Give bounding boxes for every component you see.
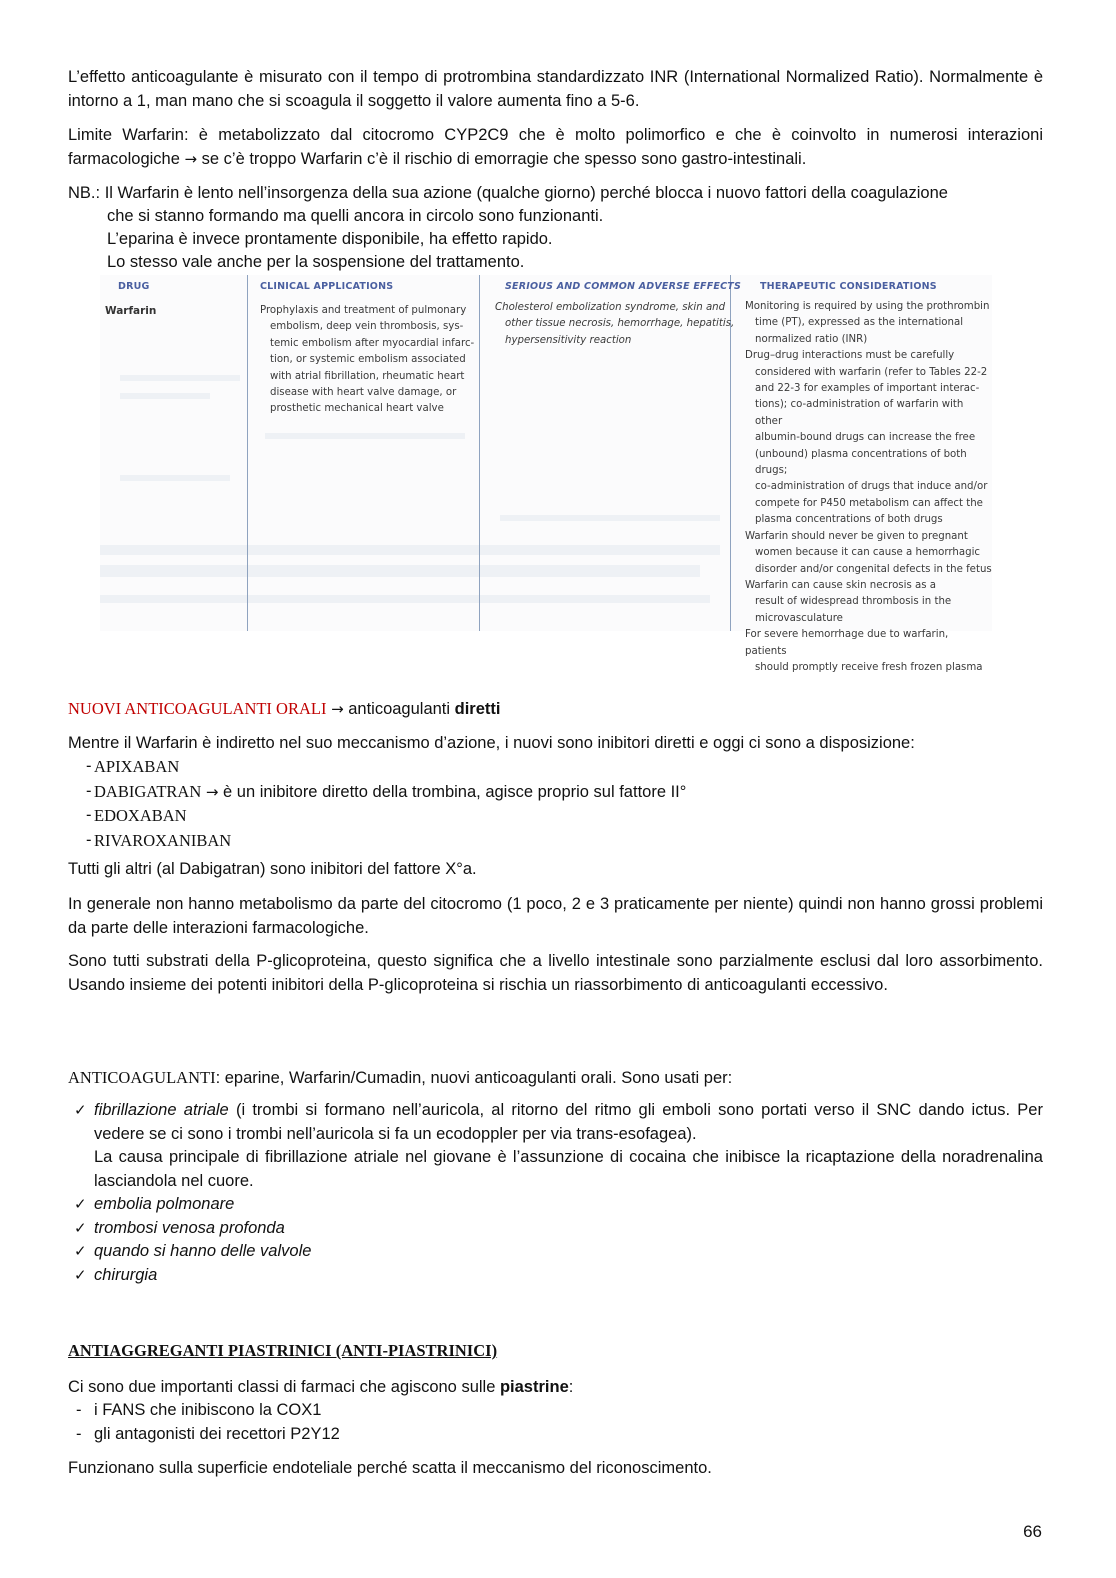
page-number: 66 — [1023, 1522, 1042, 1541]
list-item: ✓ chirurgia — [68, 1264, 1043, 1288]
list-item: - DABIGATRAN → è un inibitore diretto della trombina, agisce proprio sul fattore II° — [86, 781, 687, 801]
list-item: - RIVAROXANIBAN — [86, 830, 232, 850]
anticoag-uses-list — [68, 1099, 1043, 1287]
nao-drug-list — [68, 755, 1043, 853]
warfarin-limit-paragraph: Limite Warfarin: è metabolizzato dal citocromo CYP2C9 che è molto polimorfico e che è coinvolto in numerosi interazioni farmacologiche → se c’è troppo Warfarin c’è il rischio di emorragie che spesso sono gastro-intestinali. — [68, 126, 1043, 168]
list-item: - i FANS che inibiscono la COX1 — [76, 1401, 322, 1419]
nao-others-paragraph: Tutti gli altri (al Dabigatran) sono inibitori del fattore X°a. — [68, 860, 477, 878]
anticoag-heading: ANTICOAGULANTI: eparine, Warfarin/Cumadin, nuovi anticoagulanti orali. Sono usati per: — [68, 1068, 733, 1087]
nao-title: NUOVI ANTICOAGULANTI ORALI — [68, 699, 327, 718]
check-icon: ✓ — [74, 1265, 87, 1284]
list-item: ✓ fibrillazione atriale (i trombi si formano nell’auricola, al ritorno del ritmo gli emboli sono portati verso il SNC dando ictus. Per vedere se ci sono i trombi nell’auricola si fa un ecodoppler per via trans-esofagea). La causa principale di fibrillazione atriale nel giovane è l’assunzione di cocaina che inibisce la ricaptazione della noradrenalina lasciandola nel cuore. — [74, 1101, 1043, 1190]
check-icon: ✓ — [74, 1195, 87, 1213]
table-header-clinical: CLINICAL APPLICATIONS — [260, 281, 394, 292]
arrow-icon: → — [184, 149, 198, 168]
list-item: ✓ embolia polmonare — [68, 1193, 1043, 1217]
table-therapeutic-cell: Monitoring is required by using the prothrombin time (PT), expressed as the international normalized ratio (INR) Drug–drug interactions must be carefully considered with warfarin (refer to Tables 22-2 and 22-3 for examples of important interac- tions); co-administration of warfarin with other albumin-bound drugs can increase the free (unbound) plasma concentrations of both drugs; co-administration of drugs that induce and/or compete for P450 metabolism can affect the plasma concentrations of both drugs Warfarin should never be given to pregnant women because it can cause a hemorrhagic disorder and/or congenital defects in the fetus Warfarin can cause skin necrosis as a result of widespread thrombosis in the microvasculature For severe hemorrhage due to warfarin, patients should promptly receive fresh frozen plasma — [745, 301, 992, 673]
warfarin-drug-table — [100, 275, 992, 673]
list-item: ✓ quando si hanno delle valvole — [68, 1240, 1043, 1264]
nb-label: NB.: — [68, 184, 101, 202]
nao-heading: NUOVI ANTICOAGULANTI ORALI → anticoagulanti diretti — [68, 699, 501, 718]
nao-intro: Mentre il Warfarin è indiretto nel suo meccanismo d’azione, i nuovi sono inibitori diretti e oggi ci sono a disposizione: — [68, 734, 915, 752]
nao-metabolism-paragraph: In generale non hanno metabolismo da parte del citocromo (1 poco, 2 e 3 praticamente per niente) quindi non hanno grossi problemi da parte delle interazioni farmacologiche. — [68, 895, 1043, 937]
table-clinical-cell: Prophylaxis and treatment of pulmonary embolism, deep vein thrombosis, sys- temic embolism after myocardial infarc- tion, or systemic embolism associated with atrial fibrillation, rheumatic heart disease with heart valve damage, or prosthetic mechanical heart valve — [260, 305, 475, 415]
list-item: ✓ trombosi venosa profonda — [68, 1217, 1043, 1241]
document-page: L’effetto anticoagulante è misurato con il tempo di protrombina standardizzato INR (International Normalized Ratio). Normalmente è intorno a 1, man mano che si scoagula il soggetto il valore aumenta fino a 5-6. Limite Warfarin: è metabolizzato dal citocromo CYP2C9 che è molto polimorfico e che è coinvolto in numerosi interazioni farmacologiche → se c’è troppo Warfarin c’è il rischio di emorragie che spesso sono gastro-intestinali. NB.: Il Warfarin è lento nell’insorgenza della sua azione (qualche giorno) perché blocca i nuovo fattori della coagulazione che si stanno formando ma quelli ancora in circolo sono funzionanti. L’eparina è invece prontamente disponibile, ha effetto rapido. Lo stesso vale anche per la sospensione del trattamento. DRUG CLINICAL APPLICATIONS SERIOUS AND COMMON ADVERSE EFFECTS THERAPEUTIC CONSIDERATIONS Warfarin Prophylaxis and treatment of pulmonary embolism, deep vein thrombosis, sys- temic embolism after myocardial infarc- tion, or systemic embolism associated with atrial fibrillation, rheumatic heart disease with heart valve damage, or prosthetic mechanical heart valve Cholesterol embolization syndrome, skin and other tissue necrosis, hemorrhage, hepatitis, hypersensitivity reaction Monitoring is required by using the prothrombin time (PT), expressed as the international normalized ratio (INR) Drug–drug interactions must be carefully considered with warfarin (refer to Tables 22-2 and 22-3 for examples of important interac- tions); co-administration of warfarin with other albumin-bound drugs can increase the free (unbound) plasma concentrations of both drugs; co-administration of drugs that induce and/or compete for P450 metabolism can affect the plasma concentrations of both drugs Warfarin should never be given to pregnant women because it can cause a hemorrhagic disorder and/or congenital defects in the fetus Warfarin can cause skin necrosis as a result of widespread thrombosis in the microvasculature For severe hemorrhage due to warfarin, patients should promptly receive fresh frozen plasma NUOVI ANTICOAGULANTI ORALI → anticoagulanti diretti Mentre il Warfarin è indiretto nel suo meccanismo d’azione, i nuovi sono inibitori diretti e oggi ci sono a disposizione: - APIXABAN - DABIGATRAN → è un inibitore diretto della trombina, agisce proprio sul fattore II° - EDOXABAN - RIVAROXANIBAN Tutti gli altri (al Dabigatran) sono inibitori del fattore X°a. In generale non hanno metabolismo da parte del citocromo (1 poco, 2 e 3 praticamente per niente) quindi non hanno grossi problemi da parte delle interazioni farmacologiche. Sono tutti substrati della P-glicoproteina, questo significa che a livello intestinale sono parzialmente esclusi dal loro assorbimento. Usando insieme dei potenti inibitori della P-glicoproteina si rischia un riassorbimento di anticoagulanti eccessivo. ANTICOAGULANTI: eparine, Warfarin/Cumadin, nuovi anticoagulanti orali. Sono usati per: ✓ fibrillazione atriale (i trombi si formano nell’auricola, al ritorno del ritmo gli emboli sono portati verso il SNC dando ictus. Per vedere se ci sono i trombi nell’auricola si fa un ecodoppler per via trans-esofagea). La causa principale di fibrillazione atriale nel giovane è l’assunzione di cocaina che inibisce la ricaptazione della noradrenalina lasciandola nel cuore. ✓ embolia polmonare ✓ trombosi venosa profonda ✓ quando si hanno delle valvole ✓ chirurgia ANTIAGGREGANTI PIASTRINICI (ANTI-PIASTRINICI) Ci sono due importanti classi di farmaci che agiscono sulle piastrine: - i FANS che inibiscono la COX1 - gli antagonisti dei recettori P2Y12 Funzionano sulla superficie endoteliale perché scatta il meccanismo del riconoscimento. 66 — [68, 68, 1043, 1541]
table-header-adverse: SERIOUS AND COMMON ADVERSE EFFECTS — [505, 281, 741, 292]
inr-paragraph: L’effetto anticoagulante è misurato con il tempo di protrombina standardizzato INR (International Normalized Ratio). Normalmente è intorno a 1, man mano che si scoagula il soggetto il valore aumenta fino a 5-6. — [68, 68, 1043, 110]
antiagg-intro: Ci sono due importanti classi di farmaci che agiscono sulle piastrine: — [68, 1378, 574, 1396]
list-item: - gli antagonisti dei recettori P2Y12 — [76, 1424, 340, 1443]
nao-pgp-paragraph: Sono tutti substrati della P-glicoproteina, questo significa che a livello intestinale sono parzialmente esclusi dal loro assorbimento. Usando insieme dei potenti inibitori della P-glicoproteina si rischia un riassorbimento di anticoagulanti eccessivo. — [68, 952, 1043, 994]
table-header-therapeutic: THERAPEUTIC CONSIDERATIONS — [760, 281, 937, 292]
antiagg-final: Funzionano sulla superficie endoteliale perché scatta il meccanismo del riconoscimento. — [68, 1459, 712, 1477]
check-icon: ✓ — [74, 1242, 87, 1260]
antiagg-heading: ANTIAGGREGANTI PIASTRINICI (ANTI-PIASTRINICI) — [68, 1341, 498, 1360]
list-item: - APIXABAN — [86, 757, 180, 776]
table-header-drug: DRUG — [118, 281, 150, 292]
table-adverse-cell: Cholesterol embolization syndrome, skin and other tissue necrosis, hemorrhage, hepatitis, hypersensitivity reaction — [495, 302, 735, 346]
check-icon: ✓ — [74, 1218, 87, 1237]
antiagg-list — [68, 1399, 1043, 1446]
list-item: - EDOXABAN — [86, 806, 187, 825]
arrow-icon: → — [331, 700, 344, 718]
table-drug-name: Warfarin — [105, 305, 157, 317]
arrow-icon: → — [205, 782, 219, 801]
check-icon: ✓ — [74, 1101, 87, 1119]
